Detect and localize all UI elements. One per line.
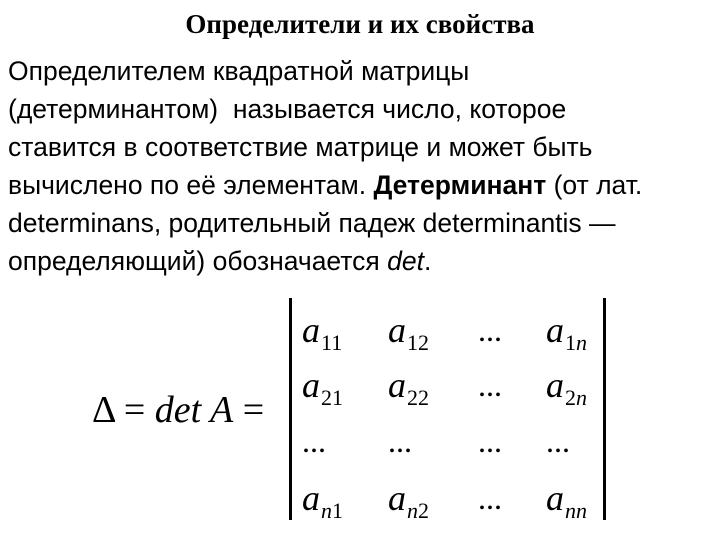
subscript-index: n — [407, 498, 418, 523]
subscript-index: n — [576, 385, 587, 410]
subscript-index: 1 — [332, 498, 343, 523]
element-symbol: a — [546, 310, 564, 350]
term-determinant: Детерминант — [373, 170, 547, 200]
formula-lhs — [92, 388, 264, 432]
determinant-left-bar — [289, 298, 292, 520]
paragraph-line-3: ставится в соответствие матрице и может быть — [8, 132, 593, 162]
matrix-element — [546, 470, 626, 526]
subscript-index: 1 — [332, 385, 343, 410]
matrix-ellipsis: ... — [302, 423, 326, 459]
subscript-index: 2 — [418, 385, 429, 410]
paragraph-line-5: determinans, родительный падеж determinantis — — [8, 208, 616, 238]
subscript-index: 1 — [407, 330, 418, 355]
det-a-label: det A — [154, 389, 234, 431]
det-notation: det — [387, 246, 424, 276]
matrix-ellipsis: ... — [546, 423, 570, 459]
matrix-element — [546, 357, 626, 413]
paragraph-line-4-start: вычислено по её элементам. — [8, 170, 374, 200]
element-symbol: a — [302, 478, 320, 518]
paragraph-line-2: (детерминантом) называется число, которое — [8, 94, 567, 124]
element-subscript — [321, 498, 343, 523]
subscript-index: 2 — [418, 330, 429, 355]
element-subscript — [565, 330, 587, 355]
matrix-element — [388, 357, 468, 413]
paragraph-line-1: Определителем квадратной матрицы — [8, 56, 470, 86]
matrix-element — [388, 302, 468, 358]
element-subscript — [321, 330, 342, 355]
delta-symbol: Δ — [92, 389, 115, 431]
matrix-ellipsis: ... — [478, 312, 502, 348]
subscript-index: 1 — [565, 330, 576, 355]
element-symbol: a — [302, 310, 320, 350]
element-symbol: a — [388, 478, 406, 518]
matrix-ellipsis: ... — [478, 367, 502, 403]
subscript-index: 1 — [321, 330, 332, 355]
matrix-ellipsis: ... — [478, 480, 502, 516]
paragraph-line-6-start: определяющий) обозначается — [8, 246, 388, 276]
element-subscript — [407, 498, 429, 523]
paragraph-line-4-end: (от лат. — [546, 170, 643, 200]
element-subscript — [407, 330, 429, 355]
matrix-ellipsis: ... — [388, 423, 412, 459]
element-symbol: a — [302, 365, 320, 405]
subscript-index: 2 — [418, 498, 429, 523]
subscript-index: 2 — [565, 385, 576, 410]
matrix-element — [388, 470, 468, 526]
element-symbol: a — [388, 365, 406, 405]
subscript-index: n — [565, 498, 576, 523]
subscript-index: n — [576, 498, 587, 523]
element-subscript — [321, 385, 343, 410]
element-subscript — [565, 385, 587, 410]
element-symbol: a — [388, 310, 406, 350]
subscript-index: 2 — [407, 385, 418, 410]
equals-sign: = — [233, 389, 265, 431]
element-symbol: a — [546, 478, 564, 518]
element-symbol: a — [546, 365, 564, 405]
matrix-element — [302, 302, 382, 358]
element-subscript — [565, 498, 587, 523]
subscript-index: 1 — [331, 330, 343, 355]
subscript-index: n — [321, 498, 332, 523]
matrix-ellipsis: ... — [478, 423, 502, 459]
page-title: Определители и их свойства — [185, 9, 535, 39]
element-subscript — [407, 385, 429, 410]
matrix-element — [302, 357, 382, 413]
matrix-element — [302, 470, 382, 526]
matrix-element — [546, 302, 626, 358]
paragraph-line-6-end: . — [423, 246, 432, 276]
subscript-index: 2 — [321, 385, 332, 410]
subscript-index: n — [576, 330, 587, 355]
equals-sign: = — [114, 389, 155, 431]
